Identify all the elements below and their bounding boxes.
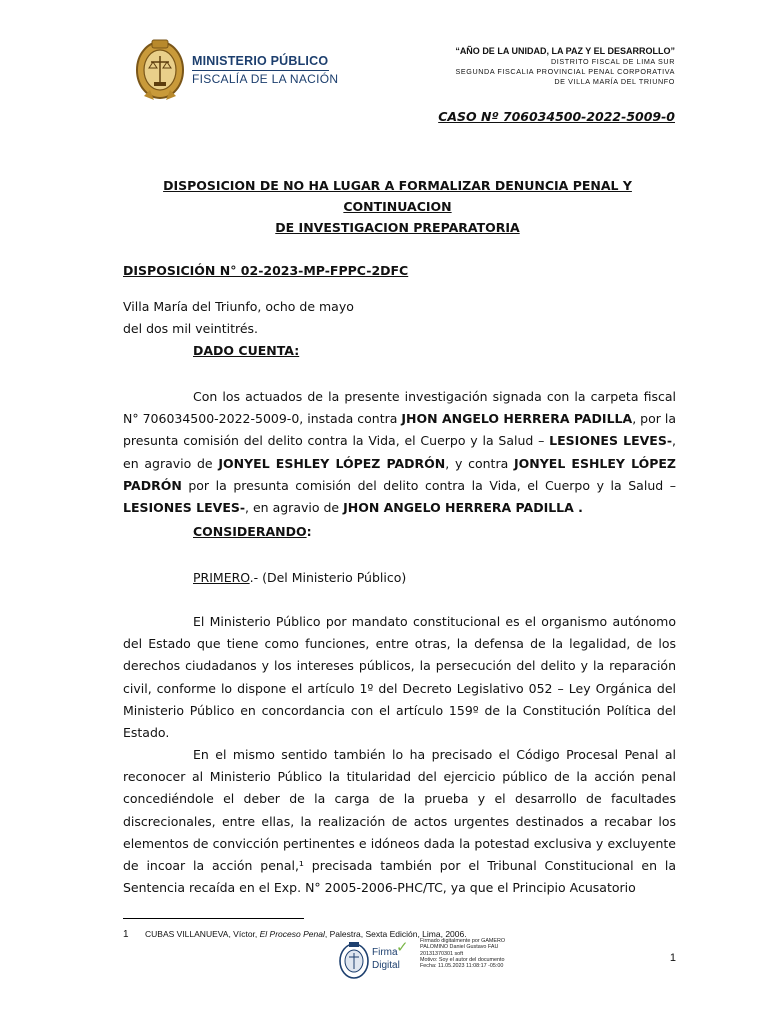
header-office-info [455,45,675,87]
office-name: SEGUNDA FISCALIA PROVINCIAL PENAL CORPORATIVA [455,67,675,76]
text-run: , en agravio de [245,500,344,516]
primero-paragraph-2 [123,744,676,899]
signature-meta-line: Firmado digitalmente por GAMERO [420,938,506,944]
text-run: , por la presunta comisión del delito contra la Vida, el Cuerpo y la Salud – [123,411,676,449]
title-line: DISPOSICION DE NO HA LUGAR A FORMALIZAR DENUNCIA PENAL Y CONTINUACION [163,178,632,214]
heading-suffix: .- (Del Ministerio Público) [249,570,407,585]
text-run: , y contra [445,455,514,471]
page-number: 1 [669,952,676,964]
brand-name: MINISTERIO PÚBLICO [192,54,329,68]
text-run: por la presunta comisión del delito contra la Vida, el Cuerpo y la Salud – [181,477,676,493]
primero-heading [193,570,406,585]
text-run: Con los actuados de la presente investigación signada con la carpeta fiscal N° 706034500-2022-5009-0, instada contra [123,389,676,427]
office-location: DE VILLA MARÍA DEL TRIUNFO [554,77,675,86]
signature-metadata [420,938,505,969]
text-run: , en agravio de [123,433,677,471]
offense-name: LESIONES LEVES- [549,433,673,449]
footnote-number: 1 [123,929,129,940]
heading-text: CONSIDERANDO [193,524,307,539]
signature-label-line: Digital [372,960,400,971]
considerando-heading [193,524,312,539]
place-date-line: del dos mil veintitrés. [123,321,259,336]
title-line: DE INVESTIGACION PREPARATORIA [275,220,520,235]
signature-meta-line: PALOMINO Daniel Gustavo FAU [420,944,499,951]
digital-signature-stamp [338,938,523,982]
person-name: JHON ANGELO HERRERA PADILLA . [343,500,583,516]
footnote-details: , Palestra, Sexta Edición, Lima, 2006. [324,929,467,939]
footnote-work: El Proceso Penal [259,929,325,939]
check-icon: ✓ [396,938,409,956]
heading-colon: : [306,524,312,539]
document-title [120,175,675,238]
brand-subtitle: FISCALÍA DE LA NACIÓN [192,72,339,86]
brand-divider [192,70,329,71]
footnote-author: CUBAS VILLANUEVA, Víctor, [145,929,260,939]
institution-brand [192,54,338,86]
footnote-divider [123,918,304,919]
disposition-number: DISPOSICIÓN N° 02-2023-MP-FPPC-2DFC [123,263,409,278]
paragraph-text: En el mismo sentido también lo ha precisado el Código Procesal Penal al reconocer al Ministerio Público la titularidad del ejercicio público de la acción penal concediéndole el deber de la carga de la prueba y el desarrollo de facultades discrecionales, entre ellas, la realización de actos urgentes destinados a recabar los elementos de convicción pertinentes e idóneos dada la potestad exclusiva y excluyente de incoar la acción penal,¹ precisada también por el Tribunal Constitucional en la Sentencia recaída en el Exp. N° 2005-2006-PHC/TC, ya que el Principio Acusatorio [123,747,676,896]
primero-paragraph-1 [123,611,676,744]
offense-name: LESIONES LEVES- [123,500,246,516]
signature-label-line: Firma [372,947,398,958]
person-name: JONYEL ESHLEY LÓPEZ PADRÓN [218,455,446,471]
district-name: DISTRITO FISCAL DE LIMA SUR [550,57,675,66]
place-date-line: Villa María del Triunfo, ocho de mayo [123,299,354,314]
year-motto: “AÑO DE LA UNIDAD, LA PAZ Y EL DESARROLLO” [455,46,675,56]
paragraph-text: El Ministerio Público por mandato constitucional es el organismo autónomo del Estado que tiene como funciones, entre otras, la defensa de la legalidad, de los derechos ciudadanos y los intereses públicos, la persecución del delito y la reparación civil, conforme lo dispone el artículo 1º del Decreto Legislativo 052 – Ley Orgánica del Ministerio Público en concordancia con el artículo 159º de la Constitución Política del Estado. [123,614,676,741]
signature-meta-line: Fecha: 11.05.2023 11:08:17 -05:00 [420,963,504,970]
signature-seal-icon [338,940,370,980]
signature-meta-line: 20131370301 soft [420,950,464,957]
ministerio-publico-crest-icon [134,34,186,104]
dado-cuenta-heading: DADO CUENTA: [193,343,300,358]
dado-cuenta-paragraph [123,386,676,519]
place-and-date [123,296,354,340]
person-name: JHON ANGELO HERRERA PADILLA [401,411,633,427]
case-number: CASO Nº 706034500-2022-5009-0 [438,109,675,124]
signature-meta-line: Motivo: Soy el autor del documento [420,956,505,963]
heading-text: PRIMERO [193,570,250,585]
person-name: JONYEL ESHLEY LÓPEZ PADRÓN [123,455,676,493]
